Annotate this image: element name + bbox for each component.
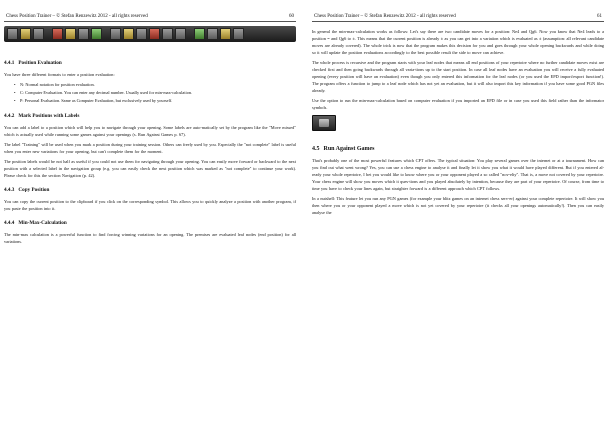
paragraph: In general the min-max-calculation works as follows: Let's say there are two candidate moves for a position: Ne4 and Qg6. Now you know that Ne4 leads to a position = and Qg6 to ±. This means that the current position is already ± as you can get into a variation which is evaluated as ± (assumption: all relevant candidate moves are already covered). The whole trick is now that the program makes this decision for you and goes through your whole opening backwards and while doing so it will update the position evaluations accordingly to the best possible result the side to move can achieve. (312, 29, 604, 55)
section-heading: 4.4.3 Copy Position (4, 187, 50, 193)
paragraph: You can copy the current position to the clipboard if you click on the corresponding symbol. This allows you to quickly analyze a position with another program, if you paste the position into it. (4, 199, 296, 211)
paragraph: You have three different formats to enter a position evaluation: (4, 72, 115, 77)
tool-icon (136, 28, 147, 40)
tool-icon (52, 28, 63, 40)
bullet-list (4, 81, 296, 105)
section-heading: 4.4.2 Mark Positions with Labels (4, 113, 80, 119)
tool-icon (78, 28, 89, 40)
section-heading: 4.5 Run Against Games (312, 146, 375, 152)
list-item: • P: Personal Evaluation. Same as Computer Evaluation, but exclusively used by yourself. (20, 97, 296, 105)
toolbar-screenshot (4, 26, 296, 42)
tool-icon (162, 28, 173, 40)
paragraph: In a nutshell: This feature let you run any PGN games (for example your blitz games on an internet chess serv-er) against your complete repertoire. It will show you then where you or your opponent played a move which is not yet covered by your repertoire (it checks all your openings automatically!). Then you can easily analyse the (312, 196, 604, 215)
list-item: • N: Normal notation for position evaluation. (20, 81, 296, 89)
tool-icon (123, 28, 134, 40)
tool-icon (207, 28, 218, 40)
paragraph: The label "Training" will be used when you mark a position during your training session. Others can freely used by you. Especially the "not complete" label is useful when you enter new variations for your opening, but can't complete them for the moment. (4, 142, 296, 154)
tool-icon (149, 28, 160, 40)
tool-icon (65, 28, 76, 40)
header-title: Chess Position Trainer – © Stefan Renzewitz 2012 - all rights reserved (6, 14, 148, 19)
tool-icon (220, 28, 231, 40)
right-page (312, 0, 604, 424)
running-header (4, 14, 296, 22)
header-title: Chess Position Trainer – © Stefan Renzewitz 2012 - all rights reserved (314, 14, 456, 19)
paragraph: The min-max calculation is a powerful function to find forcing winning variations for an opening. The premises are evaluated leaf nodes (end position) for all variations. (4, 232, 296, 244)
running-header (312, 14, 604, 22)
page-number: 61 (597, 14, 602, 19)
tool-icon (20, 28, 31, 40)
tool-icon (33, 28, 44, 40)
tool-icon (7, 28, 18, 40)
tool-icon (91, 28, 102, 40)
paragraph: That's probably one of the most powerful features which CPT offers. The typical situation: You play several games over the internet or at a tournament. How can you find out what went wrong? Yes, you can use a chess engine to analyse it and finally let it show you what it would have played different. But if you entered al-ready your whole repertoire, I bet you would like to know where you or your opponent played a so called "nov-elty". That is, a move not covered by your repertoire. Your chess engine will show you moves which it ques-tions and you played absolutely by intention, because they are part of your repertoire. Of course, from time to time you have to check your lines again, but straighter forward is a different approach which CPT follows. (312, 158, 604, 191)
tool-icon (175, 28, 186, 40)
left-page (4, 0, 296, 424)
paragraph: The position labels would be not half as useful if you could not use them for navigating through your opening. You can easily move forward or backward to the next position with a selected label in the navigation group (e.g. you can easily check the next position which was marked as "not complete" to continue your work). Please check for this the section Navigation (p. 42). (4, 159, 296, 178)
paragraph: Use the option to run the min-max-calculation based on computer evaluation if you imported an EPD file or in case you used this field rather than the informator symbols. (312, 98, 604, 110)
section-heading: 4.4.1 Position Evaluation (4, 60, 62, 66)
paragraph: You can add a label to a position which will help you to navigate through your opening. Some labels are auto-matically set by the program like the "Move missed" which is actually used while running some games against your openings (s. Run Against Games p. 67). (4, 125, 296, 137)
page-number: 60 (289, 14, 294, 19)
tool-icon (194, 28, 205, 40)
tool-icon (233, 28, 244, 40)
paragraph: The whole process is recursive and the program starts with your leaf nodes that means all end positions of your repertoire where no further candidate moves exist are checked first and then going backwards through all varia-tions up to the start position. In case all leaf nodes have an evaluation you will receive a fully evaluated opening (every position will have an evaluation) even though you only entered this information for the leaf nodes (or you used the EPD import/export function!). The program offers a function to jump to a leaf node which has not yet an evaluation, but it will also import this key information if you have some good PGN files already. (312, 60, 604, 93)
section-heading: 4.4.4 Min-Max-Calculation (4, 220, 67, 226)
tool-icon (110, 28, 121, 40)
min-max-button-icon (312, 115, 336, 131)
list-item: • C: Computer Evaluation. You can enter any decimal number. Usually used for min-max-calculation. (20, 89, 296, 97)
